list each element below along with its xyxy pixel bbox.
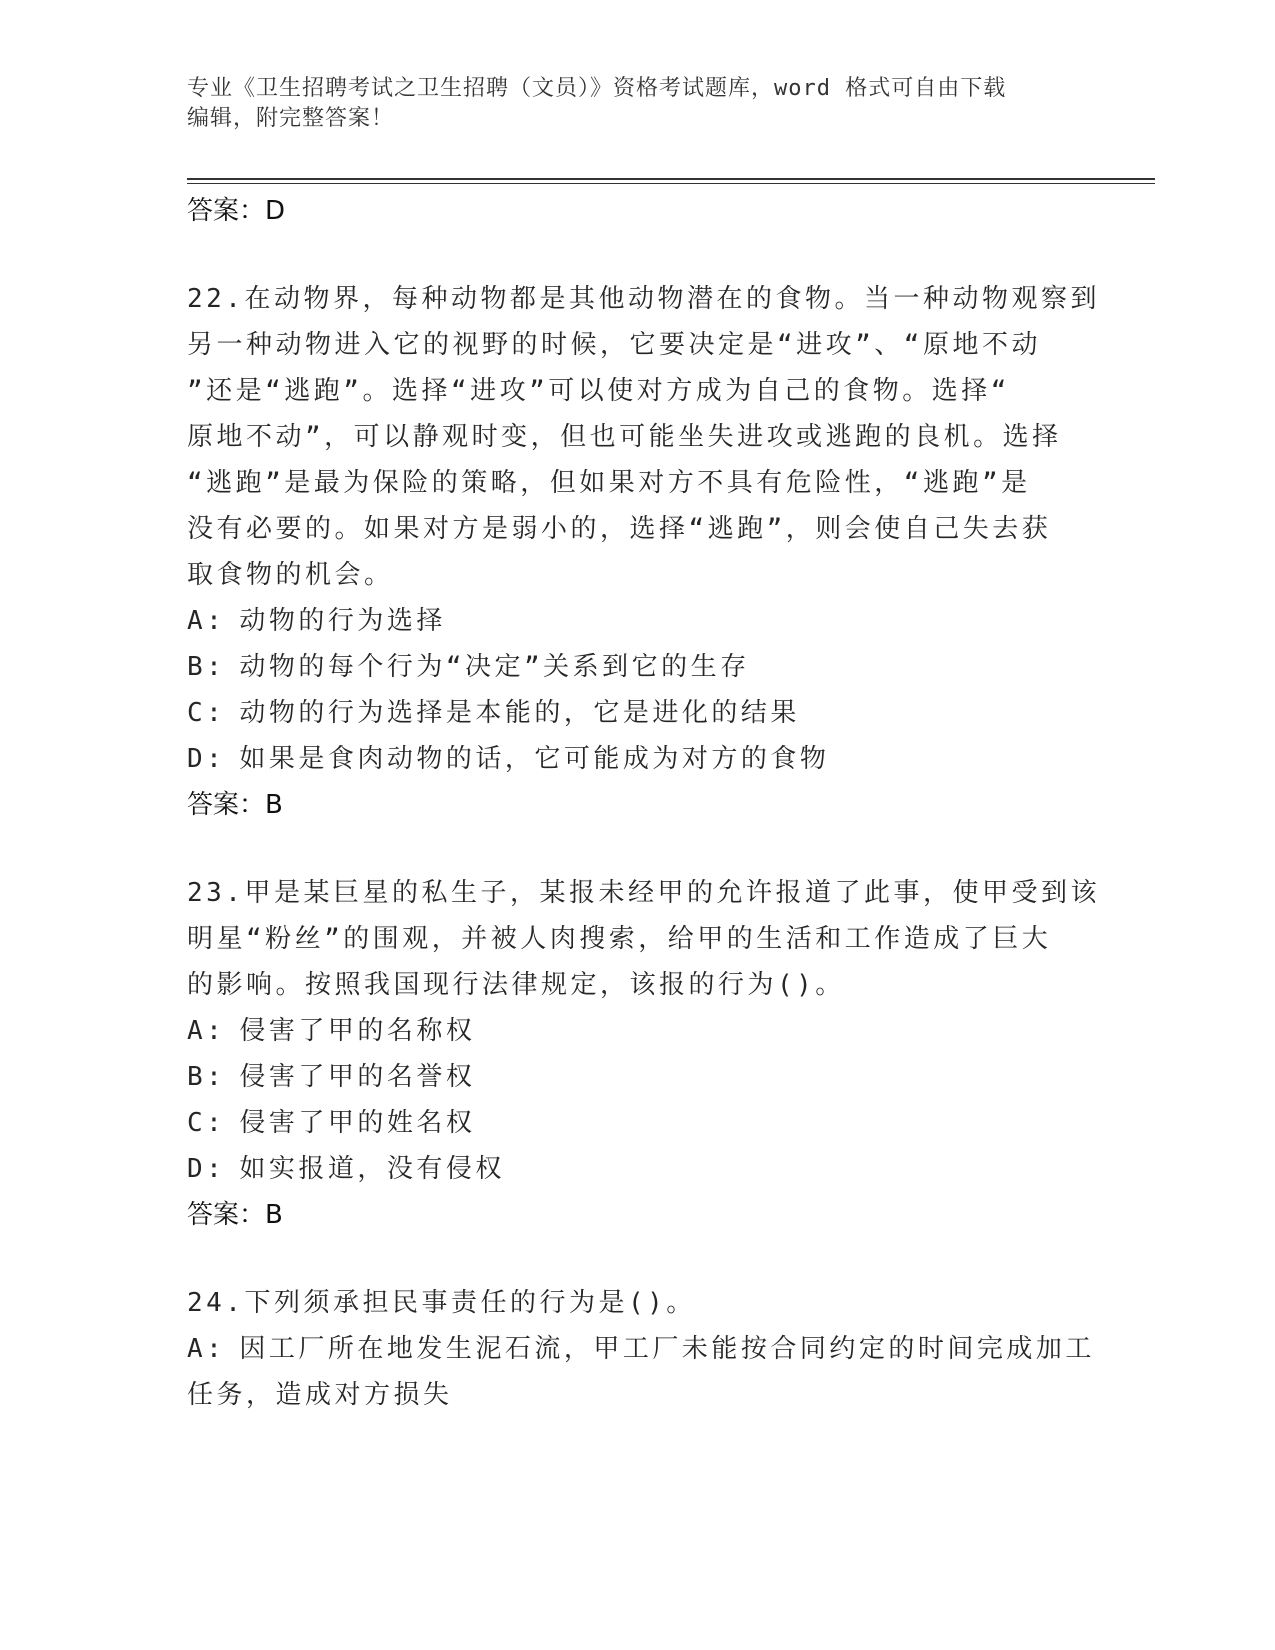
question-text-line: 的影响。按照我国现行法律规定，该报的行为()。 xyxy=(187,970,845,1000)
option-key: A: xyxy=(187,1334,226,1364)
option-d xyxy=(187,1146,1117,1192)
answer-label: 答案： xyxy=(187,1200,266,1230)
option-c xyxy=(187,690,1117,736)
option-key: A: xyxy=(187,1016,226,1046)
question-23 xyxy=(187,870,1117,1238)
answer-label: 答案： xyxy=(187,790,266,820)
answer-label: 答案： xyxy=(187,196,266,226)
option-text: 侵害了甲的名誉权 xyxy=(239,1062,476,1092)
answer-value: D xyxy=(265,196,286,226)
question-24 xyxy=(187,1280,1117,1418)
option-text: 侵害了甲的名称权 xyxy=(239,1016,476,1046)
question-text-line: 没有必要的。如果对方是弱小的，选择“逃跑”，则会使自己失去获 xyxy=(187,514,1052,544)
option-a xyxy=(187,1008,1117,1054)
option-a xyxy=(187,1326,1117,1372)
question-text-line: 取食物的机会。 xyxy=(187,560,394,590)
option-text: 如果是食肉动物的话，它可能成为对方的食物 xyxy=(239,744,830,774)
option-text: 动物的每个行为“决定”关系到它的生存 xyxy=(239,652,750,682)
header-line: 专业《卫生招聘考试之卫生招聘（文员）》资格考试题库，word 格式可自由下载 xyxy=(187,76,1007,101)
question-text-line: 另一种动物进入它的视野的时候，它要决定是“进攻”、“原地不动 xyxy=(187,330,1041,360)
answer-line xyxy=(187,782,1117,828)
header-divider-thick xyxy=(187,178,1155,180)
question-text-line: 原地不动”，可以静观时变，但也可能坐失进攻或逃跑的良机。选择 xyxy=(187,422,1062,452)
option-key: B: xyxy=(187,652,226,682)
option-c xyxy=(187,1100,1117,1146)
option-text: 因工厂所在地发生泥石流，甲工厂未能按合同约定的时间完成加工 xyxy=(239,1334,1095,1364)
question-text-line: 明星“粉丝”的围观，并被人肉搜索，给甲的生活和工作造成了巨大 xyxy=(187,924,1052,954)
option-key: A: xyxy=(187,606,226,636)
option-text: 动物的行为选择是本能的，它是进化的结果 xyxy=(239,698,800,728)
document-header xyxy=(187,74,1087,134)
option-d xyxy=(187,736,1117,782)
answer-line xyxy=(187,188,1117,234)
option-key: C: xyxy=(187,698,226,728)
option-text: 如实报道，没有侵权 xyxy=(239,1154,505,1184)
option-key: D: xyxy=(187,1154,226,1184)
question-text-line: 22.在动物界，每种动物都是其他动物潜在的食物。当一种动物观察到 xyxy=(187,284,1100,314)
question-text-line: 24.下列须承担民事责任的行为是()。 xyxy=(187,1288,696,1318)
option-key: C: xyxy=(187,1108,226,1138)
option-text: 侵害了甲的姓名权 xyxy=(239,1108,476,1138)
question-22 xyxy=(187,276,1117,828)
answer-value: B xyxy=(265,790,283,820)
question-text-line: “逃跑”是最为保险的策略，但如果对方不具有危险性，“逃跑”是 xyxy=(187,468,1031,498)
option-key: D: xyxy=(187,744,226,774)
option-a xyxy=(187,598,1117,644)
header-divider-thin xyxy=(187,183,1155,184)
option-key: B: xyxy=(187,1062,226,1092)
question-list xyxy=(187,188,1117,1418)
answer-value: B xyxy=(265,1200,283,1230)
option-text: 任务，造成对方损失 xyxy=(187,1380,453,1410)
answer-line xyxy=(187,1192,1117,1238)
option-b xyxy=(187,1054,1117,1100)
question-text-line: ”还是“逃跑”。选择“进攻”可以使对方成为自己的食物。选择“ xyxy=(187,376,1010,406)
question-text-line: 23.甲是某巨星的私生子，某报未经甲的允许报道了此事，使甲受到该 xyxy=(187,878,1100,908)
option-b xyxy=(187,644,1117,690)
option-text: 动物的行为选择 xyxy=(239,606,446,636)
option-a-continued xyxy=(187,1372,1117,1418)
header-line: 编辑，附完整答案！ xyxy=(187,106,395,131)
